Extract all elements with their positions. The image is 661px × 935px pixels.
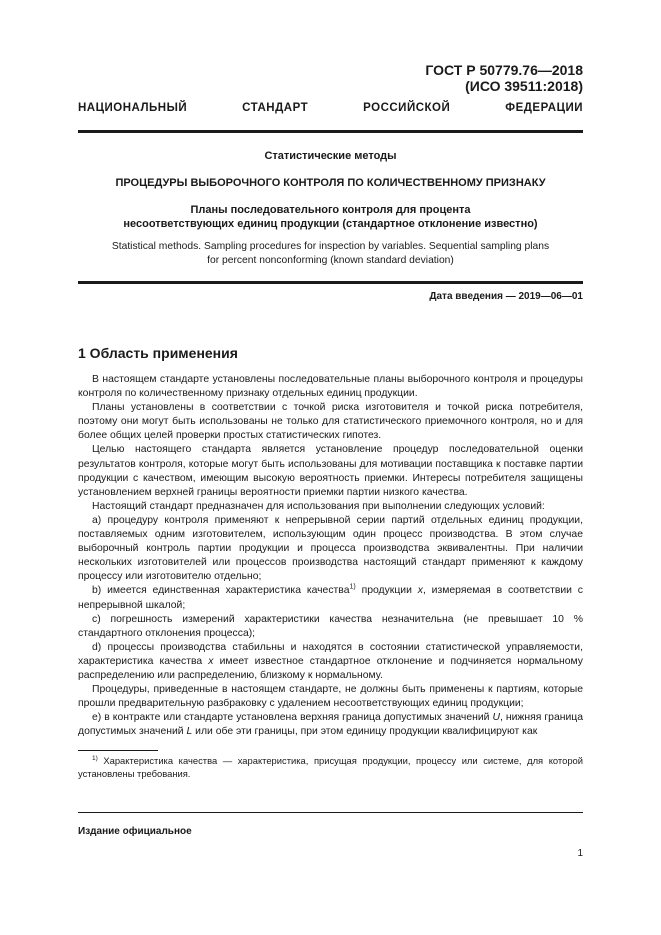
english-title	[78, 240, 583, 268]
english-title-line-1: Statistical methods. Sampling procedures for inspection by variables. Sequential sampling plans	[111, 241, 550, 252]
footnote-text: Характеристика качества — характеристика, присущая продукции, процессу или системе, для которой установлены требования.	[78, 755, 583, 779]
list-item-e: e) в контракте или стандарте установлена верхняя граница допустимых значений U, нижняя граница допустимых значений L или обе эти границы, при этом единицу продукции квалифицируют как	[78, 712, 583, 738]
document-title: ПРОЦЕДУРЫ ВЫБОРОЧНОГО КОНТРОЛЯ ПО КОЛИЧЕСТВЕННОМУ ПРИЗНАКУ	[115, 177, 546, 189]
list-item-b: b) имеется единственная характеристика качества$^{1)}$ продукции x, измеряемая в соответствии с непрерывной шкалой;	[78, 583, 583, 611]
footer-rule	[78, 812, 583, 813]
gost-number: ГОСТ Р 50779.76—2018	[425, 62, 583, 78]
header-rule	[78, 130, 583, 133]
document-subtitle: Статистические методы	[264, 150, 397, 162]
list-item-d: d) процессы производства стабильны и находятся в состоянии статистической управляемости, характеристика качества x имеет известное стандартное отклонение и подчиняется нормальному распределению или распределению, близкому к нормальному.	[78, 641, 584, 681]
footnote-ref: 1)	[349, 583, 356, 591]
page-number: 1	[577, 848, 583, 859]
standard-code-block	[425, 62, 583, 94]
english-title-line-2: for percent nonconforming (known standard deviation)	[207, 255, 454, 266]
list-item-a: а) процедуру контроля применяют к непрерывной серии партий отдельных единиц продукции, поставляемых одним изготовителем, использующим один процесс производства. В этом случае выборочный контроль партии продукции и процесса производства эквивалентны. При наличии нескольких изготовителей или процессов производства настоящий стандарт применяют к каждому процессу или изготовителю отдельно;	[78, 514, 583, 583]
iso-number: (ИСО 39511:2018)	[465, 78, 583, 94]
paragraph: Целью настоящего стандарта является установление процедур последовательной оценки результатов контроля, которые могут быть использованы для мотивации поставщика к поставке партии продукции с качеством, имеющим высокую вероятность приемки. Интересы потребителя защищены установлением верхней границы вероятности приемки партии низкого качества.	[78, 444, 583, 498]
footnote-marker: 1)	[92, 754, 98, 762]
paragraph: Процедуры, приведенные в настоящем стандарте, не должны быть применены к партиям, которые прошли предварительную разбраковку с удалением несоответствующих единиц продукции;	[78, 684, 583, 710]
paragraph: Настоящий стандарт предназначен для использования при выполнении следующих условий:	[92, 500, 545, 512]
introduction-date: Дата введения — 2019—06—01	[429, 291, 583, 302]
paragraph: Планы установлены в соответствии с точкой риска изготовителя и точкой риска потребителя, поэтому они могут быть использованы не только для статистического приемочного контроля, но и для более общих целей проверки простых статистических гипотез.	[78, 402, 583, 442]
footnote-separator	[78, 750, 158, 751]
subtitle-line-2: несоответствующих единиц продукции (стандартное отклонение известно)	[123, 218, 538, 230]
section-heading: 1 Область применения	[78, 345, 238, 361]
national-standard-banner: НАЦИОНАЛЬНЫЙ СТАНДАРТ РОССИЙСКОЙ ФЕДЕРАЦИИ	[78, 102, 583, 114]
title-rule	[78, 281, 583, 284]
section-body	[78, 373, 583, 739]
document-subtitle-detail	[78, 203, 583, 231]
subtitle-line-1: Планы последовательного контроля для процента	[190, 204, 471, 216]
paragraph: В настоящем стандарте установлены последовательные планы выборочного контроля и процедуры контроля по количественному признаку отдельных единиц продукции.	[78, 374, 583, 400]
footnote	[78, 754, 583, 780]
official-edition-label: Издание официальное	[78, 826, 192, 837]
list-item-c: c) погрешность измерений характеристики качества незначительна (не превышает 10 % стандартного отклонения процесса);	[78, 613, 583, 639]
